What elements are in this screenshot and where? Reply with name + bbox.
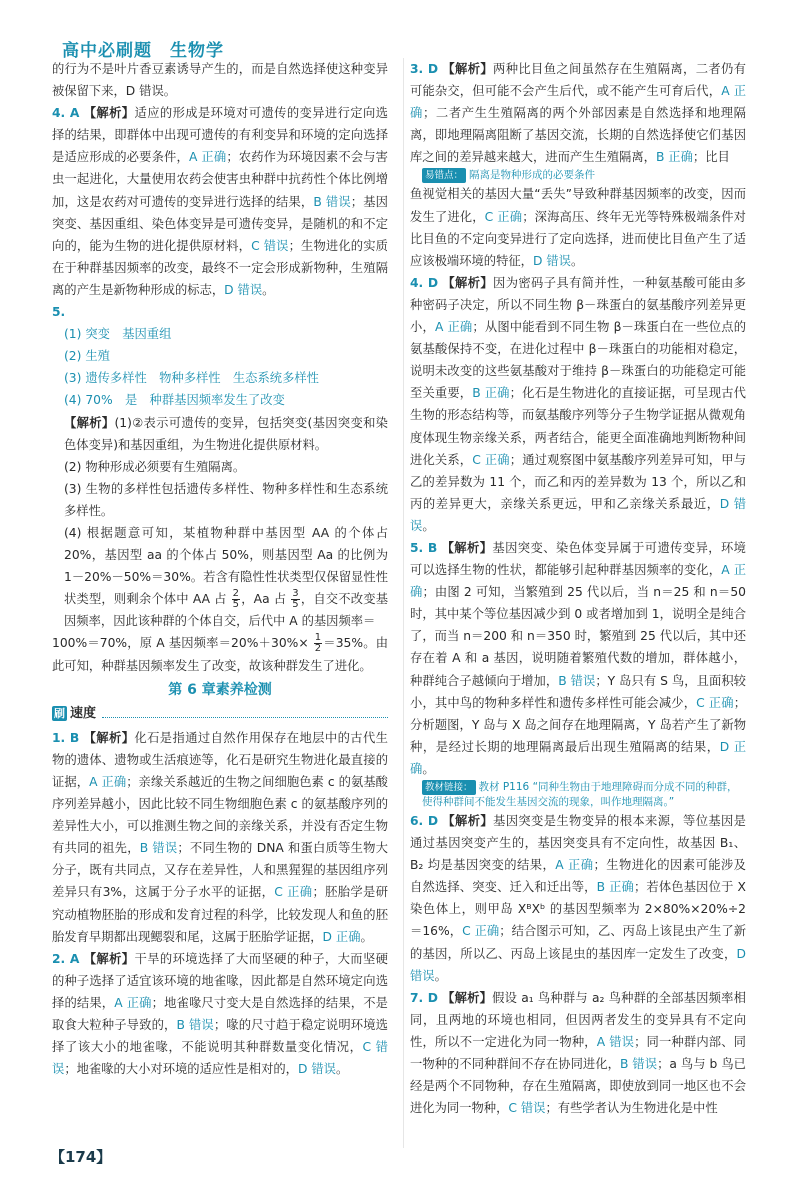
answer-5-part-4: (4) 70% 是 种群基因频率发生了改变: [64, 393, 285, 408]
speed-answer-3: [410, 58, 746, 168]
note-text: 教材 P116 “同种生物由于地理障碍而分成不同的种群，使得种群间不能发生基因交流的现象，叫作地理隔离。”: [422, 781, 738, 808]
verdict: D 错误: [297, 1062, 336, 1077]
analysis-text: ；化石是生物进化的直接证据，可呈现古代生物的形态结构等，而氨基酸序列等分子生物学证据从微观角度体现生物亲缘关系，两者结合，能更全面准确地判断物种间进化关系，: [410, 386, 746, 467]
verdict: A 正确: [188, 150, 227, 165]
analysis-tag: 【解析】: [83, 106, 135, 121]
analysis-text: (1)②表示可遗传的变异，包括突变(基因突变和染色体变异)和基因重组，为生物进化提供原材料。: [64, 415, 388, 452]
verdict: A 正确: [410, 563, 746, 600]
analysis-text: ；喙的尺寸趋于稳定说明环境选择了该大小的地雀喙，不能说明其种群数量变化情况，: [52, 1018, 388, 1055]
analysis-text: ；从图中能看到不同生物 β－珠蛋白在一些位点的氨基酸保持不变，在进化过程中 β－珠蛋白的功能相对稳定，说明未改变的这些氨基酸对于维持 β－珠蛋白的功能稳定可能至关重要，: [410, 320, 746, 401]
question-number: 2. A: [52, 951, 80, 966]
speed-answer-5: [410, 537, 746, 780]
answer-5-part-2: (2) 生殖: [64, 349, 110, 364]
analysis-text: ；亲缘关系越近的生物之间细胞色素 c 的氨基酸序列差异越小，因此比较不同生物细胞色素 c 的氨基酸序列的差异性大小，可以推测生物之间的亲缘关系，并没有否定生物有共同的祖先，: [52, 775, 388, 856]
punctuation: 。: [360, 929, 373, 944]
analysis-text: ；分析题图，Y 岛与 X 岛之间存在地理隔离，Y 岛若产生了新物种，是经过长期的地理隔离最后出现生殖隔离的结果，: [410, 695, 746, 754]
speed-section-header: [52, 703, 388, 725]
analysis-text: ；a 鸟与 b 鸟已经是两个不同物种，存在生殖隔离，即使放到同一地区也不会进化为同一物种，: [410, 1057, 746, 1116]
question-number: 5. B: [410, 540, 438, 555]
punctuation: 。: [262, 282, 275, 297]
punctuation: 。: [434, 968, 447, 983]
verdict: A 正确: [89, 775, 127, 789]
verdict: D 错误: [410, 946, 746, 983]
denominator: 5: [232, 599, 240, 611]
verdict: A 正确: [410, 84, 746, 121]
punctuation: 。: [422, 761, 435, 776]
verdict: C 错误: [52, 1040, 388, 1077]
analysis-text: ；结合图示可知，乙、丙岛上该昆虫产生了新的基因，所以乙、丙岛上该昆虫的基因库一定发生了改变，: [410, 924, 746, 961]
analysis-text: ；比目: [692, 150, 730, 165]
analysis-text: 假设 a₁ 鸟种群与 a₂ 鸟种群的全部基因频率相同，且两地的环境也相同，但因两者发生的变异具有不定向性，所以不一定进化为同一物种，: [410, 990, 746, 1049]
answer-5-part-1: (1) 突变 基因重组: [64, 327, 172, 342]
answer-4: [52, 102, 388, 301]
right-column: [410, 58, 746, 1119]
verdict: B 错误: [139, 841, 178, 856]
punctuation: 。: [335, 1062, 349, 1077]
question-number: 7. D: [410, 990, 438, 1005]
fraction-1-2: [314, 633, 322, 654]
analysis-tag: 【解析】: [83, 951, 135, 966]
verdict: D 错误: [410, 496, 746, 533]
analysis-tag: 【解析】: [83, 730, 135, 745]
punctuation: 。: [570, 253, 584, 268]
analysis-text: 适应的形成是环境对可遗传的变异进行定向选择的结果，即群体中出现可遗传的有利变异和环境的定向选择是适应形成的必要条件，: [52, 106, 388, 165]
verdict: C 正确: [484, 209, 523, 224]
analysis-text: ；不同生物的 DNA 和蛋白质等生物大分子，既有共同点，又存在差异性，人和黑猩猩的基因组序列差异只有3%，这属于分子水平的证据，: [52, 841, 388, 900]
verdict: D 正确: [410, 739, 746, 776]
analysis-text: ；生物进化的实质在于种群基因频率的改变，最终不一定会形成新物种，生殖隔离的产生是新物种形成的标志，: [52, 238, 388, 297]
analysis-text: ；农药作为环境因素不会与害虫一起进化，大量使用农药会使害虫种群中抗药性个体比例增加，这是农药对可遗传的变异进行选择的结果，: [52, 150, 388, 209]
verdict: B 正确: [596, 880, 634, 895]
verdict: B 错误: [176, 1018, 214, 1033]
analysis-text: 基因突变、染色体变异属于可遗传变异，环境可以选择生物的性状，都能够引起种群基因频率的变化，: [410, 540, 746, 578]
speed-answer-1: [52, 727, 388, 948]
analysis-tag: 【解析】: [442, 814, 494, 828]
verdict: A 正确: [434, 320, 473, 335]
analysis-text: 干旱的环境选择了大而坚硬的种子，大而坚硬的种子选择了适宜该环境的地雀喙，因此都是自然环境定向选择的结果，: [52, 951, 388, 1010]
analysis-text: ；二者产生生殖隔离的两个外部因素是自然选择和地理隔离，即地理隔离阻断了基因交流，长期的自然选择使它们基因库之间的差异越来越大，进而产生生殖隔离，: [410, 106, 746, 165]
speed-answer-3-cont: [410, 183, 746, 271]
verdict: B 正确: [655, 150, 693, 165]
fraction-3-5: [291, 589, 299, 610]
analysis-text: 鱼视觉相关的基因大量“丢失”导致种群基因频率的改变，因而发生了进化，: [410, 187, 746, 224]
analysis-tag: 【解析】: [442, 62, 494, 76]
verdict: C 正确: [274, 885, 313, 900]
verdict: C 正确: [472, 452, 510, 467]
analysis-tag: 【解析】: [442, 990, 493, 1005]
section-title: 第 6 章素养检测: [168, 681, 272, 698]
analysis-tag: 【解析】: [64, 415, 115, 430]
analysis-text: ；有些学者认为生物进化是中性: [545, 1101, 718, 1116]
analysis-text: ；深海高压、终年无光等特殊极端条件对比目鱼的不定向变异进行了定向选择，进而使比目鱼产生了适应该极端环境的特征，: [410, 209, 746, 268]
error-point-note: [422, 168, 746, 183]
verdict: C 正确: [696, 695, 734, 710]
analysis-text: ；若体色基因位于 X 染色体上，则甲岛 XᴮXᵇ 的基因型频率为 2×80%×20%÷2＝16%，: [410, 880, 746, 939]
analysis-text: ；地雀喙尺寸变大是自然选择的结果，不是取食大粒种子导致的，: [52, 995, 388, 1033]
analysis-text: ；同一种群内部、同一物种的不同种群间不存在协同进化，: [410, 1034, 746, 1072]
analysis-text: ，Aa 占: [241, 592, 287, 607]
question-number: 3. D: [410, 62, 439, 76]
speed-label: 速度: [70, 705, 97, 721]
analysis-text: 基因突变是生物变异的根本来源，等位基因是通过基因突变产生的，基因突变具有不定向性，故基因 B₁、B₂ 均是基因突变的结果，: [410, 814, 746, 873]
analysis-text: (4) 根据题意可知，某植物种群中基因型 AA 的个体占 20%，基因型 aa 的个体占 50%，则基因型 Aa 的比例为 1－20%－50%＝30%。若含有隐性性状类型仅保留显性性状类型，则剩余个体中 AA 占: [64, 525, 388, 607]
analysis-text: ；由图 2 可知，当繁殖到 25 代以后，当 n＝25 和 n＝50 时，其中某个等位基因减少到 0 或者增加到 1，说明全是纯合了，而当 n＝200 和 n＝350 时，繁殖到 25 代以后，其中还存在着 A 和 a 基因，说明随着繁殖代数的增加，群体越小，种群纯合子越倾向于增加，: [410, 585, 746, 688]
analysis-tag: 【解析】: [441, 540, 493, 555]
analysis-text: ；胚胎学是研究动植物胚胎的形成和发育过程的科学，比较发现人和鱼的胚胎发育早期都出现鳃裂和尾，这属于胚胎学证据，: [52, 885, 388, 944]
question-number: 4. D: [410, 275, 439, 290]
speed-answer-6: [410, 810, 746, 987]
verdict: C 错误: [251, 238, 289, 253]
analysis-text: 100%＝70%，原 A 基因频率＝20%＋30%×: [52, 636, 309, 651]
speed-answer-2: [52, 948, 388, 1081]
verdict: B 错误: [619, 1057, 658, 1072]
analysis-text: ＝35%。由此可知，种群基因频率发生了改变，故该种群发生了进化。: [52, 636, 388, 673]
analysis-text: ；地雀喙的大小对环境的适应性是相对的，: [64, 1062, 298, 1077]
analysis-text: ；Y 岛只有 S 鸟，且面积较小，其中鸟的物种多样性和遗传多样性可能会减少，: [410, 673, 746, 710]
question-number: 1. B: [52, 730, 80, 745]
verdict: B 正确: [472, 386, 510, 401]
book-header-title: 高中必刷题 生物学: [62, 41, 224, 61]
numerator: 3: [292, 588, 299, 600]
textbook-link-badge: 教材链接：: [422, 780, 476, 795]
denominator: 2: [314, 643, 322, 655]
verdict: D 错误: [224, 282, 263, 297]
speed-answer-7: [410, 987, 746, 1120]
analysis-tag: 【解析】: [442, 275, 494, 290]
verdict: A 正确: [555, 858, 594, 873]
numerator: 1: [314, 632, 322, 644]
analysis-text: 两种比目鱼之间虽然存在生殖隔离，二者仍有可能杂交，但可能不会产生后代，或不能产生可育后代，: [410, 62, 746, 99]
question-number: 5.: [52, 305, 66, 320]
answer-5-header: [52, 301, 388, 323]
column-divider: [403, 58, 404, 1148]
analysis-text: 化石是指通过自然作用保存在地层中的古代生物的遗体、遗物或生活痕迹等，化石是研究生物进化最直接的证据，: [52, 730, 388, 789]
analysis-text: 因为密码子具有简并性，一种氨基酸可能由多种密码子决定，所以不同生物 β－珠蛋白的氨基酸序列差异更小，: [410, 275, 746, 335]
verdict: C 错误: [508, 1101, 546, 1116]
analysis-text: ；生物进化的因素可能涉及自然选择、突变、迁入和迁出等，: [410, 858, 746, 895]
answer-5-part-3: (3) 遗传多样性 物种多样性 生态系统多样性: [64, 371, 319, 386]
analysis-text: ，自交不改变基因频率，因此该种群的个体自交，后代中 A 的基因频率＝: [64, 592, 388, 629]
error-point-badge: 易错点：: [422, 168, 466, 183]
analysis-text: ；通过观察图中氨基酸序列差异可知，甲与乙的差异数为 11 个，而乙和丙的差异数为 13 个，所以乙和丙的差异更大，亲缘关系更远，甲和乙亲缘关系最近，: [410, 452, 746, 511]
explain-5-4: [52, 522, 388, 632]
denominator: 5: [292, 599, 299, 611]
speed-badge: 刷: [54, 707, 65, 721]
explain-5-3: (3) 生物的多样性包括遗传多样性、物种多样性和生态系统多样性。: [64, 481, 388, 518]
note-text: 隔离是物种形成的必要条件: [469, 169, 596, 182]
punctuation: 。: [422, 518, 435, 533]
verdict: D 错误: [532, 253, 571, 268]
verdict: B 错误: [313, 194, 351, 209]
explain-5-4-cont: [52, 632, 388, 676]
explain-5-1: [52, 412, 388, 456]
numerator: 2: [232, 588, 240, 600]
question-number: 6. D: [410, 814, 439, 828]
left-column: [52, 58, 388, 1080]
question-number: 4. A: [52, 106, 80, 121]
page-number: 【174】: [50, 1148, 112, 1166]
continuation-paragraph: 的行为不是叶片香豆素诱导产生的，而是自然选择使这种变异被保留下来，D 错误。: [52, 62, 388, 99]
speed-answer-4: [410, 272, 746, 537]
verdict: A 正确: [114, 995, 152, 1010]
explain-5-2: (2) 物种形成必须要有生殖隔离。: [64, 459, 246, 474]
textbook-link-note: [422, 780, 746, 810]
dotted-rule: [102, 709, 388, 718]
verdict: C 正确: [462, 924, 500, 939]
verdict: A 错误: [596, 1034, 635, 1049]
analysis-text: ；基因突变、基因重组、染色体变异是可遗传变异，是随机的和不定向的，能为生物的进化提供原材料，: [52, 194, 388, 253]
fraction-2-5: [232, 589, 240, 610]
verdict: D 正确: [322, 929, 361, 944]
verdict: B 错误: [558, 673, 596, 688]
